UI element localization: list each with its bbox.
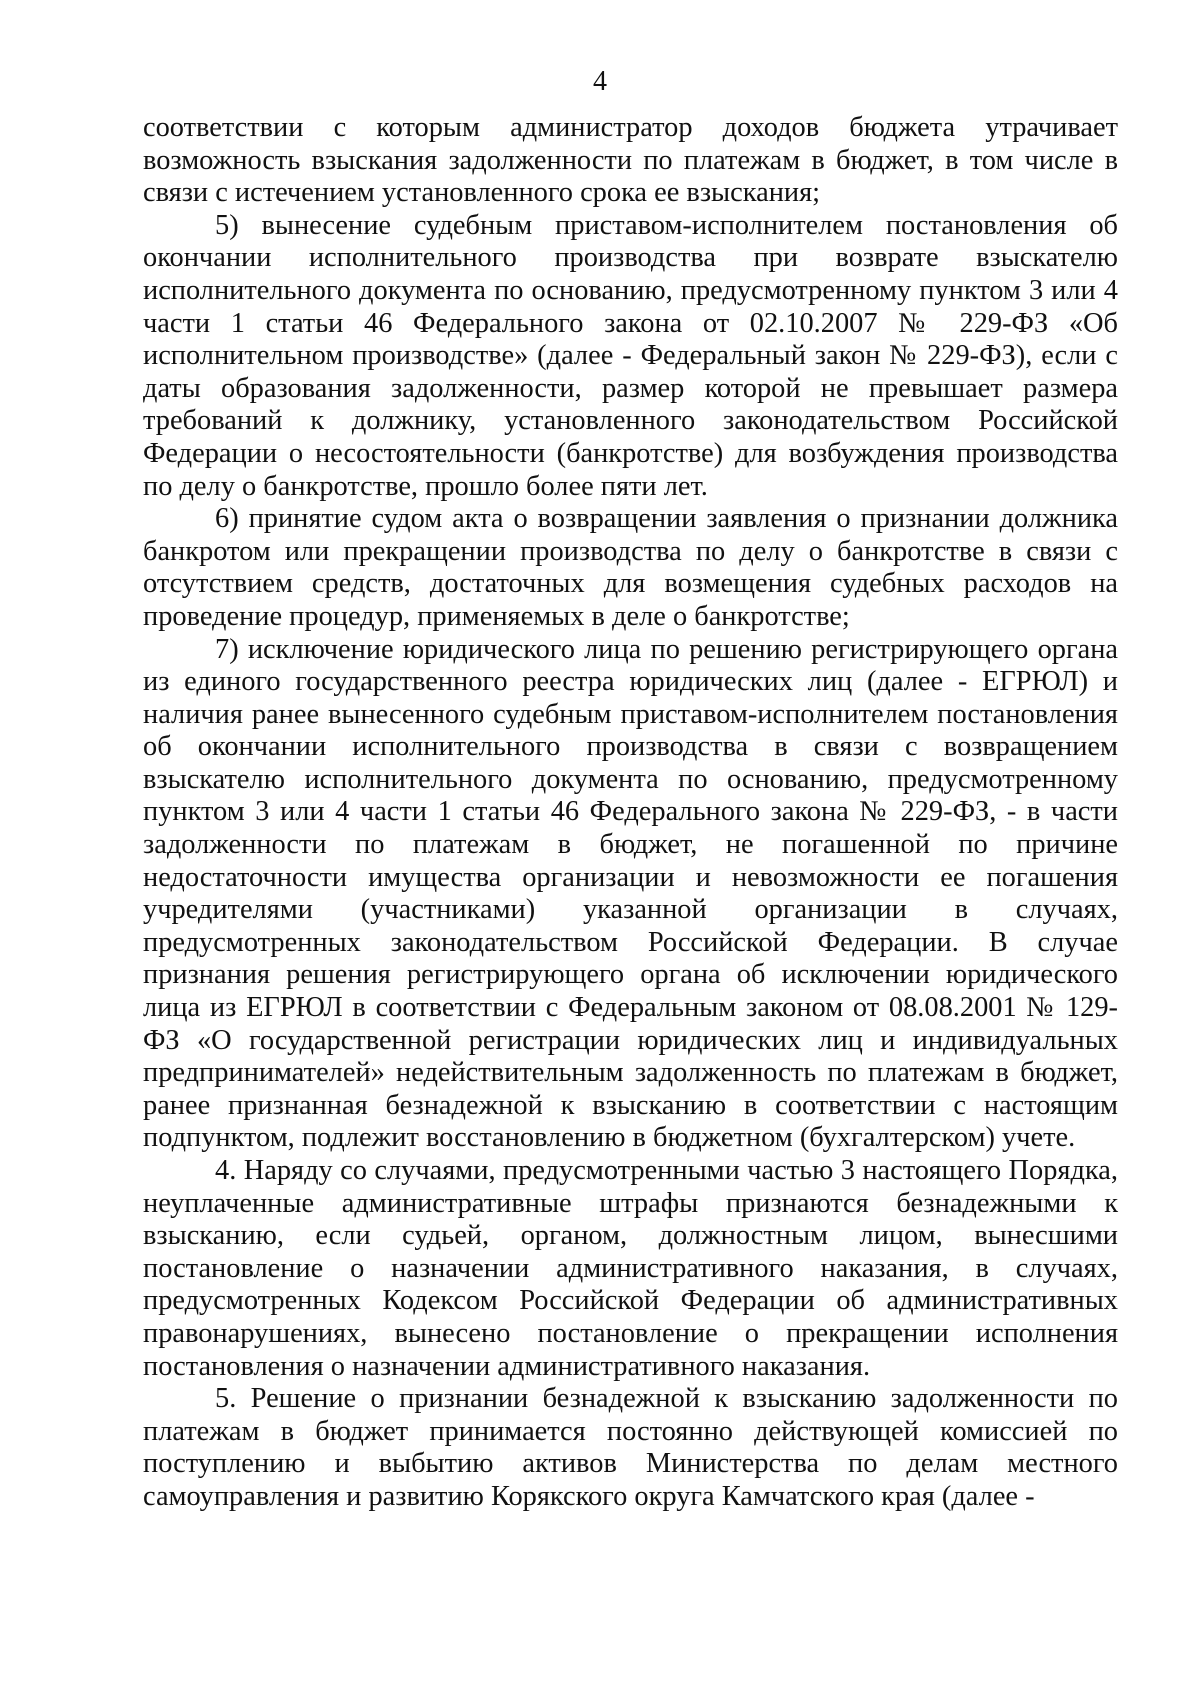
paragraph-item-5: 5) вынесение судебным приставом-исполнителем постановления об окончании исполнительного производства при возврате взыскателю исполнительного документа по основанию, предусмотренному пунктом 3 или 4 части 1 статьи 46 Федерального закона от 02.10.2007 № 229-ФЗ «Об исполнительном производстве» (далее - Федеральный закон № 229-ФЗ), если с даты образования задолженности, размер которой не превышает размера требований к должнику, установленного законодательством Российской Федерации о несостоятельности (банкротстве) для возбуждения производства по делу о банкротстве, прошло более пяти лет. [143,209,1118,502]
document-body [143,112,1118,1514]
paragraph-item-6: 6) принятие судом акта о возвращении заявления о признании должника банкротом или прекращении производства по делу о банкротстве в связи с отсутствием средств, достаточных для возмещения судебных расходов на проведение процедур, применяемых в деле о банкротстве; [143,503,1118,632]
paragraph-section-4: 4. Наряду со случаями, предусмотренными частью 3 настоящего Порядка, неуплаченные административные штрафы признаются безнадежными к взысканию, если судьей, органом, должностным лицом, вынесшими постановление о назначении административного наказания, в случаях, предусмотренных Кодексом Российской Федерации об административных правонарушениях, вынесено постановление о прекращении исполнения постановления о назначении административного наказания. [143,1155,1118,1382]
page-number: 4 [593,66,607,97]
paragraph-continuation: соответствии с которым администратор доходов бюджета утрачивает возможность взыскания задолженности по платежам в бюджет, в том числе в связи с истечением установленного срока ее взыскания; [143,112,1118,209]
paragraph-section-5: 5. Решение о признании безнадежной к взысканию задолженности по платежам в бюджет принимается постоянно действующей комиссией по поступлению и выбытию активов Министерства по делам местного самоуправления и развитию Корякского округа Камчатского края (далее - [143,1383,1118,1512]
paragraph-item-7: 7) исключение юридического лица по решению регистрирующего органа из единого государственного реестра юридических лиц (далее - ЕГРЮЛ) и наличия ранее вынесенного судебным приставом-исполнителем постановления об окончании исполнительного производства в связи с возвращением взыскателю исполнительного документа по основанию, предусмотренному пунктом 3 или 4 части 1 статьи 46 Федерального закона № 229-ФЗ, - в части задолженности по платежам в бюджет, не погашенной по причине недостаточности имущества организации и невозможности ее погашения учредителями (участниками) указанной организации в случаях, предусмотренных законодательством Российской Федерации. В случае признания решения регистрирующего органа об исключении юридического лица из ЕГРЮЛ в соответствии с Федеральным законом от 08.08.2001 № 129-ФЗ «О государственной регистрации юридических лиц и индивидуальных предпринимателей» недействительным задолженность по платежам в бюджет, ранее признанная безнадежной к взысканию в соответствии с настоящим подпунктом, подлежит восстановлению в бюджетном (бухгалтерском) учете. [143,633,1118,1154]
